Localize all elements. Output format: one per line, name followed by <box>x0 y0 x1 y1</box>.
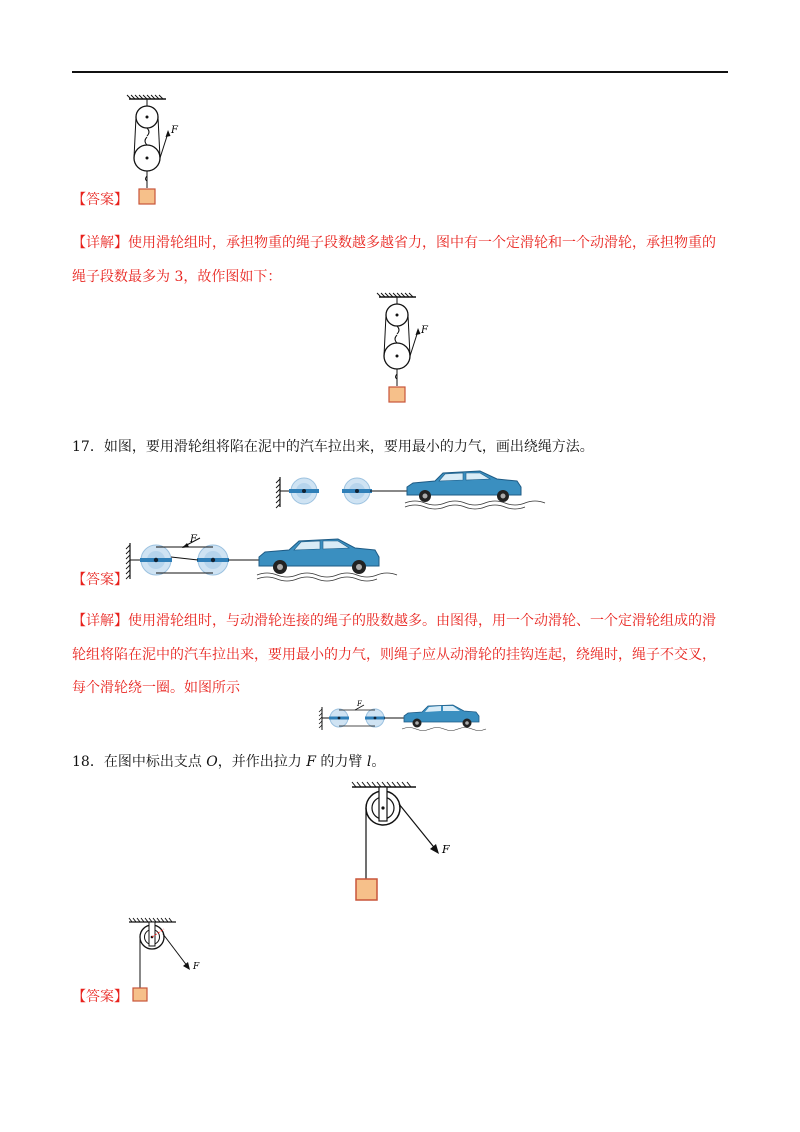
q17-question: 17．如图，要用滑轮组将陷在泥中的汽车拉出来，要用最小的力气，画出绕绳方法。 <box>72 439 594 455</box>
q18-question-figure <box>350 777 470 907</box>
q16-detail-line-1: 【详解】使用滑轮组时，承担物重的绳子段数越多越省力，图中有一个定滑轮和一个动滑轮，承担物重的 <box>72 235 716 251</box>
q16-force-label-1: F <box>171 125 178 136</box>
q16-detail-line-2: 绳子段数最多为 3，故作图如下： <box>72 269 282 285</box>
q16-answer-tag: 【答案】 <box>72 192 128 208</box>
q17-force-label-answer: F <box>190 534 197 545</box>
q18-answer-figure <box>128 913 208 1008</box>
q17-answer-tag: 【答案】 <box>72 572 128 588</box>
q17-force-label-detail: F <box>357 700 362 708</box>
q18-force-label-question: F <box>442 843 450 856</box>
q18-force-label-answer: F <box>193 962 200 972</box>
q16-answer-pulley-figure <box>120 95 200 210</box>
q17-detail-figure <box>318 702 488 734</box>
q16-detail-pulley-figure <box>370 293 450 408</box>
q16-force-label-2: F <box>421 325 428 336</box>
q17-detail-line-3: 每个滑轮绕一圈。如图所示 <box>72 680 240 696</box>
q17-detail-line-1: 【详解】使用滑轮组时，与动滑轮连接的绳子的股数越多。由图得，用一个动滑轮、一个定滑轮组成的滑 <box>72 613 716 629</box>
q18-answer-tag: 【答案】 <box>72 989 128 1005</box>
q17-detail-line-2: 轮组将陷在泥中的汽车拉出来，要用最小的力气，则绳子应从动滑轮的挂钩连起，绕绳时，绳子不交叉， <box>72 647 716 663</box>
q17-question-figure <box>275 465 530 515</box>
q17-answer-figure <box>123 535 383 585</box>
header-rule <box>72 71 728 73</box>
q18-question: 18．在图中标出支点 O，并作出拉力 F 的力臂 l。 <box>72 754 386 770</box>
